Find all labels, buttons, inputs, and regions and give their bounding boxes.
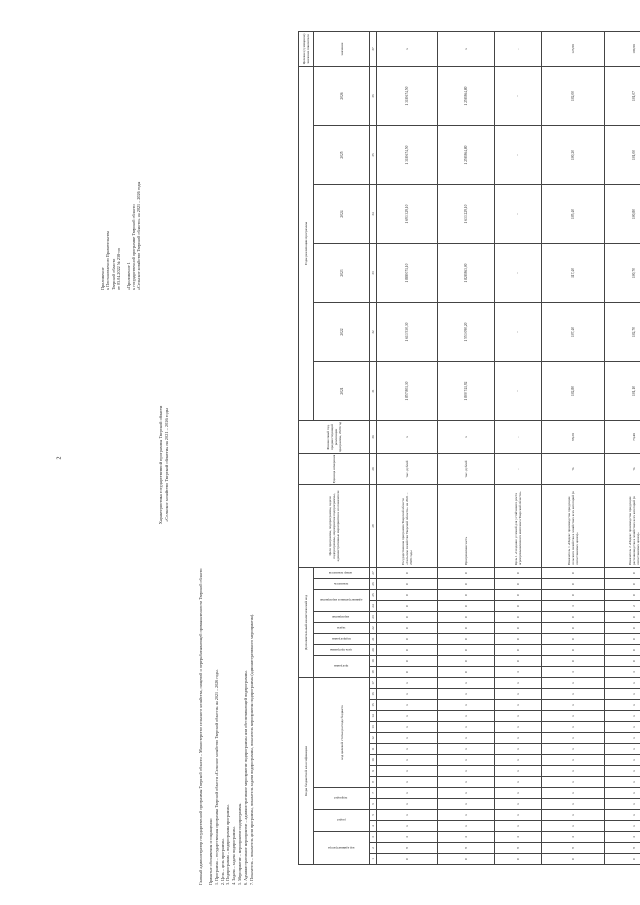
- section-code-cell: х: [542, 810, 605, 821]
- row-base-year-value: х: [438, 421, 495, 454]
- header-description: Цели программы, подпрограммы, задачи подпрограммы, мероприятия подпрограммы, административные мероприятия и их показатели: [299, 485, 370, 568]
- class-code-cell: х: [605, 700, 640, 711]
- extra-code-digit: 0: [438, 579, 495, 590]
- admin-code-digit: 0: [605, 854, 640, 865]
- extra-code-digit: 0: [438, 590, 495, 601]
- title-line: «Сельское хозяйство Тверской области» на 2021 – 2026 годы: [163, 408, 169, 522]
- section-code-cell: х: [377, 788, 438, 799]
- column-number: 14: [370, 711, 377, 722]
- class-code-cell: х: [542, 689, 605, 700]
- appendix-line: Тверской области: [110, 258, 116, 290]
- appendix-line: Приложение: [100, 267, 105, 290]
- abbreviation-line: 1. Программа – государственная программа Тверской области «Сельское хозяйство Тверской области» на 2021 – 2026 годы.: [213, 669, 219, 885]
- abbreviation-line: 2. Цель – цель программы.: [219, 838, 225, 885]
- extra-code-digit: 0: [495, 612, 542, 623]
- extra-code-digit: 0: [495, 645, 542, 656]
- extra-code-digit: 0: [605, 623, 640, 634]
- row-year-value: 101,07: [605, 67, 640, 126]
- class-code-cell: х: [377, 711, 438, 722]
- administrator-line: Главный администратор государственной программы Тверской области – Министерство сельского хозяйства, пищевой и перерабатывающей промышленности Тверской области: [198, 568, 203, 885]
- header-task: задача: [314, 623, 370, 634]
- row-year-value: 102,70: [605, 303, 640, 362]
- table-row: [438, 32, 495, 865]
- header-years-group: Годы реализации программы: [299, 67, 314, 421]
- extra-code-digit: 0: [377, 568, 438, 579]
- header-year-2023: 2023: [314, 244, 370, 303]
- row-unit: -: [495, 454, 542, 485]
- row-year-value: 1 318 674,50: [377, 67, 438, 126]
- column-number: 29: [370, 454, 377, 485]
- admin-code-digit: 8: [438, 843, 495, 854]
- extra-code-digit: 0: [495, 634, 542, 645]
- extra-code-digit: 0: [605, 568, 640, 579]
- section-code-cell: х: [495, 799, 542, 810]
- class-code-cell: х: [438, 777, 495, 788]
- column-number: 20: [370, 645, 377, 656]
- row-target-value: х: [377, 32, 438, 67]
- extra-code-digit: 0: [605, 612, 640, 623]
- abbreviations-list: [208, 185, 254, 885]
- row-year-value: -: [495, 67, 542, 126]
- column-number: 37: [370, 32, 377, 67]
- row-year-value: 1 800 741,92: [438, 362, 495, 421]
- section-code-cell: х: [377, 799, 438, 810]
- class-code-cell: х: [495, 766, 542, 777]
- admin-code-digit: 8: [542, 843, 605, 854]
- class-code-cell: х: [438, 711, 495, 722]
- class-code-cell: х: [495, 689, 542, 700]
- extra-code-digit: 0: [495, 590, 542, 601]
- row-year-value: 107,40: [542, 303, 605, 362]
- column-number: 1: [370, 854, 377, 865]
- header-year-2026: 2026: [314, 67, 370, 126]
- header-year-2022: 2022: [314, 303, 370, 362]
- header-target: Целевое (суммарное) значение показателя: [299, 32, 314, 67]
- abbreviation-line: Принятые обозначения и сокращения:: [208, 818, 213, 885]
- extra-code-digit: 0: [605, 579, 640, 590]
- row-description: Программная часть: [438, 485, 495, 568]
- header-budget-codes: Коды бюджетной классификации: [299, 678, 314, 865]
- extra-code-digit: 0: [542, 623, 605, 634]
- section-code-cell: х: [605, 821, 640, 832]
- column-number: 34: [370, 185, 377, 244]
- extra-code-digit: 0: [542, 656, 605, 667]
- header-target-value: значение: [314, 32, 370, 67]
- extra-code-digit: 0: [495, 656, 542, 667]
- abbreviation-line: 6. Административное мероприятие – административное мероприятие подпрограммы или обеспечивающей подпрограммы.: [242, 670, 248, 885]
- row-year-value: -: [495, 362, 542, 421]
- extra-code-digit: 0: [438, 667, 495, 678]
- admin-code-digit: 8: [495, 843, 542, 854]
- table-row: [495, 32, 542, 865]
- class-code-cell: х: [377, 744, 438, 755]
- extra-code-digit: 0: [495, 568, 542, 579]
- row-year-value: -: [495, 185, 542, 244]
- row-year-value: -: [495, 244, 542, 303]
- class-code-cell: х: [495, 678, 542, 689]
- extra-code-digit: 0: [495, 601, 542, 612]
- row-target-value: 109,80: [605, 32, 640, 67]
- class-code-cell: х: [605, 777, 640, 788]
- column-number: 3: [370, 832, 377, 843]
- header-year-2025: 2025: [314, 126, 370, 185]
- appendix-line: «Сельское хозяйство Тверской области» на 2021 – 2026 годы: [136, 181, 142, 290]
- column-number: 22: [370, 623, 377, 634]
- abbreviation-line: 3. Подпрограмма – подпрограмма программы.: [225, 804, 231, 885]
- admin-code-digit: 0: [495, 854, 542, 865]
- extra-code-digit: 0: [438, 601, 495, 612]
- admin-code-digit: 3: [542, 832, 605, 843]
- column-number: 4: [370, 821, 377, 832]
- class-code-cell: х: [605, 744, 640, 755]
- column-number: 25: [370, 590, 377, 601]
- table-row: [605, 32, 640, 865]
- page-number: 2: [56, 456, 63, 460]
- extra-code-digit: 1: [542, 601, 605, 612]
- column-number: 12: [370, 733, 377, 744]
- section-code-cell: х: [542, 799, 605, 810]
- row-target-value: -: [495, 32, 542, 67]
- row-year-value: 1 828 863,00: [438, 244, 495, 303]
- appendix-line: к государственной программе Тверской области: [131, 204, 137, 290]
- column-number: 24: [370, 601, 377, 612]
- column-number: 30: [370, 421, 377, 454]
- row-year-value: 100,70: [605, 244, 640, 303]
- class-code-cell: х: [495, 722, 542, 733]
- class-code-cell: х: [438, 678, 495, 689]
- section-code-cell: х: [438, 810, 495, 821]
- header-section: раздел: [314, 810, 370, 832]
- header-indicator: показатель: [314, 579, 370, 590]
- header-target-col: цель программы: [314, 645, 370, 656]
- document-title: [158, 255, 169, 675]
- admin-code-digit: 0: [377, 854, 438, 865]
- class-code-cell: х: [542, 700, 605, 711]
- class-code-cell: х: [605, 733, 640, 744]
- class-code-cell: х: [542, 678, 605, 689]
- row-year-value: -: [495, 303, 542, 362]
- section-code-cell: х: [495, 821, 542, 832]
- column-number: 23: [370, 612, 377, 623]
- column-number: 21: [370, 634, 377, 645]
- class-code-cell: х: [542, 711, 605, 722]
- class-code-cell: х: [542, 777, 605, 788]
- extra-code-digit: 0: [605, 645, 640, 656]
- column-number: 33: [370, 244, 377, 303]
- column-number: 16: [370, 689, 377, 700]
- column-number: 5: [370, 810, 377, 821]
- extra-code-digit: 0: [542, 568, 605, 579]
- appendix-line: от 03.04.2022 № 238-пп: [116, 247, 122, 290]
- extra-code-digit: 0: [542, 590, 605, 601]
- extra-code-digit: 0: [438, 568, 495, 579]
- column-number: 7: [370, 788, 377, 799]
- extra-code-digit: 0: [377, 601, 438, 612]
- section-code-cell: х: [605, 788, 640, 799]
- header-year-2024: 2024: [314, 185, 370, 244]
- column-number: 36: [370, 67, 377, 126]
- column-number: 6: [370, 799, 377, 810]
- row-base-year-value: 98,20: [542, 421, 605, 454]
- column-number: 8: [370, 777, 377, 788]
- row-year-value: 1 258 864,80: [438, 126, 495, 185]
- appendix-line: к Постановлению Правительства: [105, 230, 111, 290]
- class-code-cell: х: [495, 777, 542, 788]
- class-code-cell: х: [438, 766, 495, 777]
- appendix-line: «Приложение 1: [125, 262, 131, 290]
- admin-code-digit: 3: [495, 832, 542, 843]
- class-code-cell: х: [605, 766, 640, 777]
- header-subprogram: подпрограмма: [314, 634, 370, 645]
- extra-code-digit: 0: [377, 634, 438, 645]
- header-program: программа: [314, 656, 370, 678]
- class-code-cell: х: [495, 711, 542, 722]
- class-code-cell: х: [438, 744, 495, 755]
- extra-code-digit: 0: [542, 612, 605, 623]
- admin-code-digit: 8: [605, 843, 640, 854]
- abbreviation-line: 4. Задача – задача подпрограммы.: [231, 826, 237, 885]
- header-base-year: Финансовый год, предшествующий реализации программы, 2020 год: [299, 421, 370, 454]
- extra-code-digit: 1: [605, 667, 640, 678]
- column-number: 27: [370, 568, 377, 579]
- class-code-cell: х: [438, 689, 495, 700]
- class-code-cell: х: [495, 755, 542, 766]
- row-year-value: 1 258 864,80: [438, 67, 495, 126]
- section-code-cell: х: [438, 821, 495, 832]
- extra-code-digit: 0: [495, 579, 542, 590]
- section-code-cell: х: [495, 788, 542, 799]
- header-event: мероприятие: [314, 612, 370, 623]
- section-code-cell: х: [495, 810, 542, 821]
- header-unit: Единица измерения: [299, 454, 370, 485]
- extra-code-digit: 0: [495, 623, 542, 634]
- extra-code-digit: 0: [377, 623, 438, 634]
- admin-code-digit: 0: [438, 854, 495, 865]
- column-number: 9: [370, 766, 377, 777]
- row-year-value: 102,00: [542, 67, 605, 126]
- column-number: 19: [370, 656, 377, 667]
- section-code-cell: х: [438, 799, 495, 810]
- class-code-cell: х: [542, 733, 605, 744]
- row-year-value: -: [495, 126, 542, 185]
- title-line: Характеристика государственной программы Тверской области: [158, 405, 163, 525]
- class-code-cell: х: [438, 722, 495, 733]
- column-number: 17: [370, 678, 377, 689]
- row-year-value: 1 693 329,10: [377, 185, 438, 244]
- section-code-cell: х: [542, 788, 605, 799]
- row-description: Цель 1 «Создание условий для устойчивого роста агропромышленного комплекса Тверской области»: [495, 485, 542, 568]
- extra-code-digit: 0: [542, 634, 605, 645]
- admin-code-digit: 8: [377, 843, 438, 854]
- extra-code-digit: 0: [438, 634, 495, 645]
- class-code-cell: х: [542, 722, 605, 733]
- section-code-cell: х: [605, 810, 640, 821]
- class-code-cell: х: [605, 711, 640, 722]
- row-description: Показатель 1 «Индекс производства продукции сельского хозяйства в хозяйствах всех категорий (в сопоставимых ценах)»: [542, 485, 605, 568]
- extra-code-digit: 0: [438, 645, 495, 656]
- row-base-year-value: -: [495, 421, 542, 454]
- class-code-cell: х: [377, 678, 438, 689]
- column-number: 28: [370, 485, 377, 568]
- extra-code-digit: 0: [377, 590, 438, 601]
- extra-code-digit: 0: [438, 612, 495, 623]
- extra-code-digit: 0: [377, 612, 438, 623]
- row-target-value: 123,80: [542, 32, 605, 67]
- section-code-cell: х: [438, 788, 495, 799]
- extra-code-digit: 0: [377, 667, 438, 678]
- row-year-value: 101,10: [605, 362, 640, 421]
- class-code-cell: х: [377, 733, 438, 744]
- row-unit: %: [542, 454, 605, 485]
- row-base-year-value: 73,40: [605, 421, 640, 454]
- class-code-cell: х: [377, 777, 438, 788]
- section-code-cell: х: [605, 799, 640, 810]
- class-code-cell: х: [377, 722, 438, 733]
- row-unit: %: [605, 454, 640, 485]
- characteristics-table: [298, 31, 640, 865]
- class-code-cell: х: [377, 689, 438, 700]
- row-year-value: 100,20: [542, 126, 605, 185]
- extra-code-digit: 0: [542, 645, 605, 656]
- class-code-cell: х: [605, 722, 640, 733]
- extra-code-digit: 2: [605, 601, 640, 612]
- admin-code-digit: 3: [605, 832, 640, 843]
- column-numbers-row: [370, 32, 377, 865]
- extra-code-digit: 0: [605, 656, 640, 667]
- row-year-value: 101,00: [605, 126, 640, 185]
- section-code-cell: х: [377, 810, 438, 821]
- column-number: 15: [370, 700, 377, 711]
- row-year-value: 1 318 674,50: [377, 126, 438, 185]
- row-year-value: 1 633 229,10: [438, 185, 495, 244]
- class-code-cell: х: [438, 700, 495, 711]
- row-year-value: 105,40: [542, 185, 605, 244]
- class-code-cell: х: [438, 755, 495, 766]
- class-code-cell: х: [605, 755, 640, 766]
- row-year-value: 100,80: [605, 185, 640, 244]
- class-code-cell: х: [495, 733, 542, 744]
- extra-code-digit: 0: [377, 645, 438, 656]
- class-code-cell: х: [542, 766, 605, 777]
- header-admin-code: код администратора: [314, 832, 370, 865]
- column-number: 35: [370, 126, 377, 185]
- class-code-cell: х: [438, 733, 495, 744]
- row-unit: тыс. рублей: [438, 454, 495, 485]
- header-indicator-num: номер показателя: [314, 568, 370, 579]
- class-code-cell: х: [495, 700, 542, 711]
- extra-code-digit: 0: [542, 579, 605, 590]
- extra-code-digit: 0: [377, 656, 438, 667]
- class-code-cell: х: [542, 744, 605, 755]
- row-description: Государственная программа Тверской области «Сельское хозяйство Тверской области» на 2021 – 2026 годы: [377, 485, 438, 568]
- row-year-value: 1 553 090,20: [438, 303, 495, 362]
- table-row: [542, 32, 605, 865]
- abbreviation-line: 7. Показатель – показатель цели программы, показатель задачи подпрограммы, показатель мероприятия подпрограммы (административного мероприятия).: [248, 613, 254, 885]
- class-code-cell: х: [542, 755, 605, 766]
- class-code-cell: х: [377, 755, 438, 766]
- table-row: [377, 32, 438, 865]
- header-class-article: код целевой статьи расхода бюджета: [314, 678, 370, 788]
- abbreviation-line: 5. Мероприятие – мероприятие подпрограммы.: [236, 802, 242, 885]
- row-unit: тыс. рублей: [377, 454, 438, 485]
- extra-code-digit: 0: [438, 656, 495, 667]
- extra-code-digit: 0: [605, 634, 640, 645]
- extra-code-digit: 1: [495, 667, 542, 678]
- column-number: 2: [370, 843, 377, 854]
- column-number: 13: [370, 722, 377, 733]
- extra-code-digit: 0: [438, 623, 495, 634]
- column-number: 31: [370, 362, 377, 421]
- admin-code-digit: 3: [377, 832, 438, 843]
- column-number: 32: [370, 303, 377, 362]
- header-admin-event: административное мероприятие: [314, 590, 370, 612]
- row-year-value: 1 857 801,30: [377, 362, 438, 421]
- admin-code-digit: 0: [542, 854, 605, 865]
- header-extra-code: Дополнительный аналитический код: [299, 568, 314, 678]
- row-target-value: х: [438, 32, 495, 67]
- class-code-cell: х: [495, 744, 542, 755]
- row-description: Показатель 2 «Индекс производства продукции растениеводства в хозяйствах всех категорий (в сопоставимых ценах)»: [605, 485, 640, 568]
- extra-code-digit: 0: [605, 590, 640, 601]
- section-code-cell: х: [377, 821, 438, 832]
- column-number: 11: [370, 744, 377, 755]
- class-code-cell: х: [605, 689, 640, 700]
- class-code-cell: х: [377, 766, 438, 777]
- admin-code-digit: 3: [438, 832, 495, 843]
- extra-code-digit: 0: [377, 579, 438, 590]
- row-year-value: 117,40: [542, 244, 605, 303]
- header-subsection: подраздел: [314, 788, 370, 810]
- section-code-cell: х: [542, 821, 605, 832]
- row-base-year-value: х: [377, 421, 438, 454]
- column-number: 10: [370, 755, 377, 766]
- appendix-note: [100, 110, 142, 290]
- row-year-value: 1 613 530,30: [377, 303, 438, 362]
- column-number: 26: [370, 579, 377, 590]
- column-number: 18: [370, 667, 377, 678]
- row-year-value: 102,80: [542, 362, 605, 421]
- extra-code-digit: 1: [542, 667, 605, 678]
- class-code-cell: х: [605, 678, 640, 689]
- header-year-2021: 2021: [314, 362, 370, 421]
- row-year-value: 1 888 071,10: [377, 244, 438, 303]
- class-code-cell: х: [377, 700, 438, 711]
